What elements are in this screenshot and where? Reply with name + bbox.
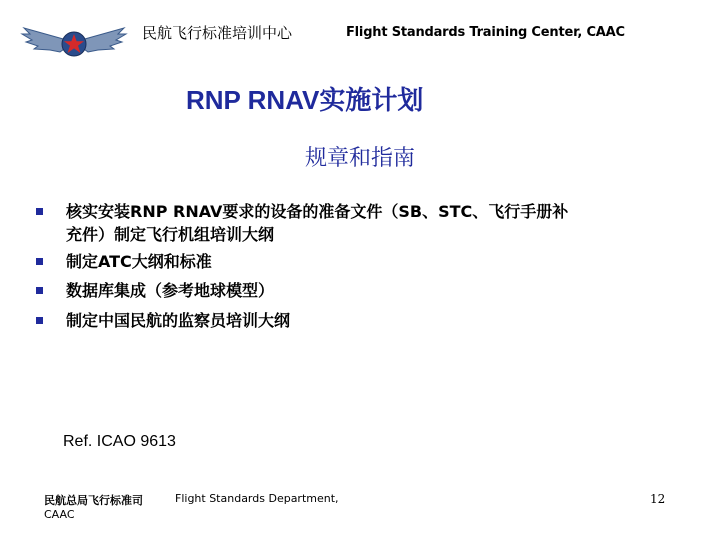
page-number: 12 bbox=[650, 492, 666, 506]
bullet-line: 核实安装RNP RNAV要求的设备的准备文件（SB、STC、飞行手册补 bbox=[66, 202, 569, 221]
square-bullet-icon bbox=[36, 287, 43, 294]
header-org-en: Flight Standards Training Center, CAAC bbox=[346, 25, 625, 40]
footer-dept-en-cont: CAAC bbox=[44, 508, 75, 521]
bullet-text bbox=[66, 200, 686, 246]
square-bullet-icon bbox=[36, 208, 43, 215]
footer-dept-cn: 民航总局飞行标准司 bbox=[44, 494, 143, 507]
caac-logo-icon bbox=[20, 18, 128, 66]
bullet-text: 制定ATC大纲和标准 bbox=[66, 252, 212, 271]
reference-note: Ref. ICAO 9613 bbox=[63, 433, 176, 450]
slide-title: RNP RNAV实施计划 bbox=[186, 85, 424, 115]
bullet-line: 充件）制定飞行机组培训大纲 bbox=[66, 225, 275, 244]
square-bullet-icon bbox=[36, 258, 43, 265]
square-bullet-icon bbox=[36, 317, 43, 324]
slide-subtitle: 规章和指南 bbox=[304, 146, 415, 171]
bullet-text: 制定中国民航的监察员培训大纲 bbox=[66, 311, 291, 330]
header-org-cn: 民航飞行标准培训中心 bbox=[142, 24, 293, 42]
bullet-text: 数据库集成（参考地球模型） bbox=[66, 281, 275, 300]
footer-dept-en: Flight Standards Department, bbox=[175, 492, 339, 505]
